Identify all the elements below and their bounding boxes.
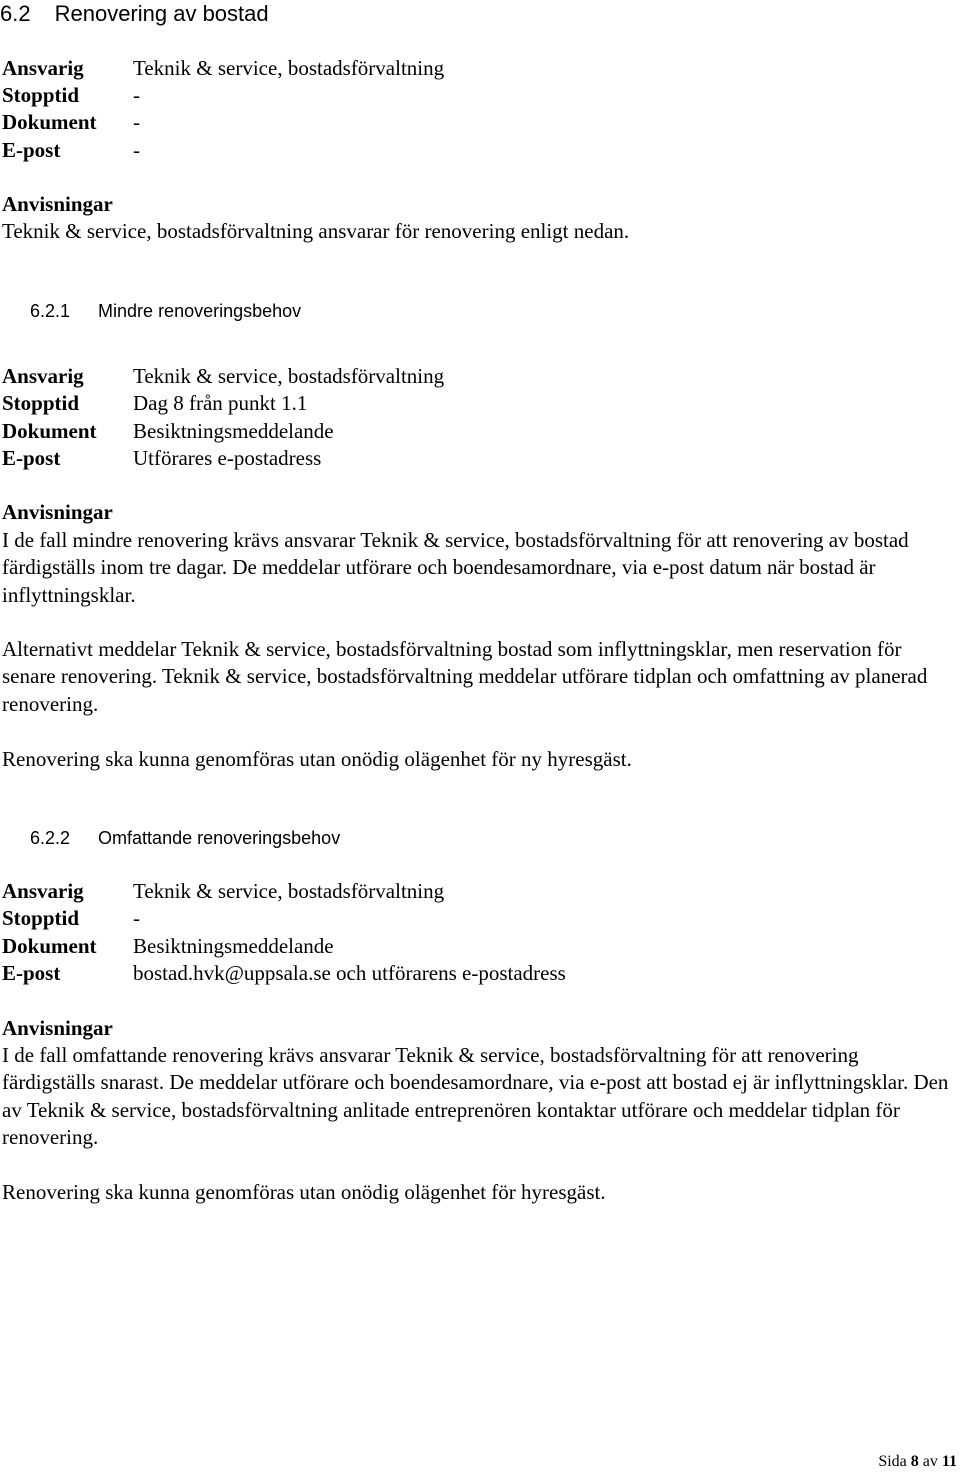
meta-value: Besiktningsmeddelande [133, 419, 334, 443]
paragraph-text: I de fall omfattande renovering krävs ansvarar Teknik & service, bostadsförvaltning för att renovering färdigställs snarast. De meddelar utförare och boendesamordnare, via e-post att bostad ej är inflyttningsklar. Den av Teknik & service, bostadsförvaltning anlitade entreprenören kontaktar utförare och meddelar tidplan för renovering. [2, 1043, 949, 1150]
page-number: 8 [910, 1453, 919, 1470]
subsection-title: Mindre renoveringsbehov [98, 301, 302, 321]
paragraph-text: Renovering ska kunna genomföras utan onödig olägenhet för ny hyresgäst. [2, 747, 632, 771]
meta-key: Ansvarig [2, 364, 84, 388]
instructions-label: Anvisningar [2, 500, 113, 524]
of-label: av [922, 1453, 938, 1470]
meta-value: Teknik & service, bostadsförvaltning [133, 879, 445, 903]
meta-key: Dokument [2, 934, 97, 958]
subsection-title: Omfattande renoveringsbehov [98, 828, 341, 848]
total-pages: 11 [941, 1453, 957, 1470]
subsection-heading-622 [30, 827, 340, 849]
meta-row-dokument [2, 109, 140, 136]
meta-key: Ansvarig [2, 879, 84, 903]
meta-row-epost [2, 137, 140, 164]
meta-row-epost [2, 445, 321, 472]
meta-key: Ansvarig [2, 56, 84, 80]
meta-row-stopptid [2, 82, 140, 109]
meta-value: Dag 8 från punkt 1.1 [133, 391, 308, 415]
meta-row-dokument [2, 933, 334, 960]
page-footer [878, 1452, 957, 1472]
meta-key: Stopptid [2, 83, 80, 107]
meta-key: E-post [2, 961, 61, 985]
page-label: Sida [878, 1453, 907, 1470]
meta-value: Besiktningsmeddelande [133, 934, 334, 958]
meta-key: E-post [2, 446, 61, 470]
meta-value: - [133, 138, 140, 162]
instructions-paragraph [2, 527, 957, 609]
section-number: 6.2 [0, 1, 31, 26]
meta-row-dokument [2, 418, 334, 445]
instructions-text: Teknik & service, bostadsförvaltning ansvarar för renovering enligt nedan. [2, 219, 630, 243]
meta-key: E-post [2, 138, 61, 162]
meta-key: Dokument [2, 419, 97, 443]
meta-row-ansvarig [2, 363, 444, 390]
instructions-paragraph [2, 636, 957, 718]
instructions-label: Anvisningar [2, 1016, 113, 1040]
meta-value: - [133, 906, 140, 930]
instructions-label: Anvisningar [2, 192, 113, 216]
subsection-heading-621 [30, 300, 301, 322]
meta-key: Stopptid [2, 391, 80, 415]
meta-row-stopptid [2, 390, 307, 417]
meta-value: - [133, 110, 140, 134]
meta-value: Teknik & service, bostadsförvaltning [133, 364, 445, 388]
meta-row-ansvarig [2, 55, 444, 82]
paragraph-text: Renovering ska kunna genomföras utan onödig olägenhet för hyresgäst. [2, 1180, 606, 1204]
meta-row-epost [2, 960, 566, 987]
instructions-paragraph [2, 746, 957, 773]
instructions-paragraph [2, 1179, 957, 1206]
meta-value: Utförares e-postadress [133, 446, 322, 470]
instructions-paragraph [2, 1042, 957, 1152]
section-heading [0, 1, 269, 27]
meta-key: Dokument [2, 110, 97, 134]
meta-value: Teknik & service, bostadsförvaltning [133, 56, 445, 80]
subsection-number: 6.2.1 [30, 301, 71, 321]
meta-row-ansvarig [2, 878, 444, 905]
meta-key: Stopptid [2, 906, 80, 930]
paragraph-text: Alternativt meddelar Teknik & service, bostadsförvaltning bostad som inflyttningsklar, men reservation för senare renovering. Teknik & service, bostadsförvaltning meddelar utförare tidplan och omfattning av planerad renovering. [2, 637, 928, 716]
subsection-number: 6.2.2 [30, 828, 71, 848]
meta-row-stopptid [2, 905, 140, 932]
section-title: Renovering av bostad [54, 1, 269, 26]
meta-value: - [133, 83, 140, 107]
paragraph-text: I de fall mindre renovering krävs ansvarar Teknik & service, bostadsförvaltning för att renovering av bostad färdigställs inom tre dagar. De meddelar utförare och boendesamordnare, via e-post datum när bostad är inflyttningsklar. [2, 528, 909, 607]
meta-value: bostad.hvk@uppsala.se och utförarens e-postadress [133, 961, 566, 985]
